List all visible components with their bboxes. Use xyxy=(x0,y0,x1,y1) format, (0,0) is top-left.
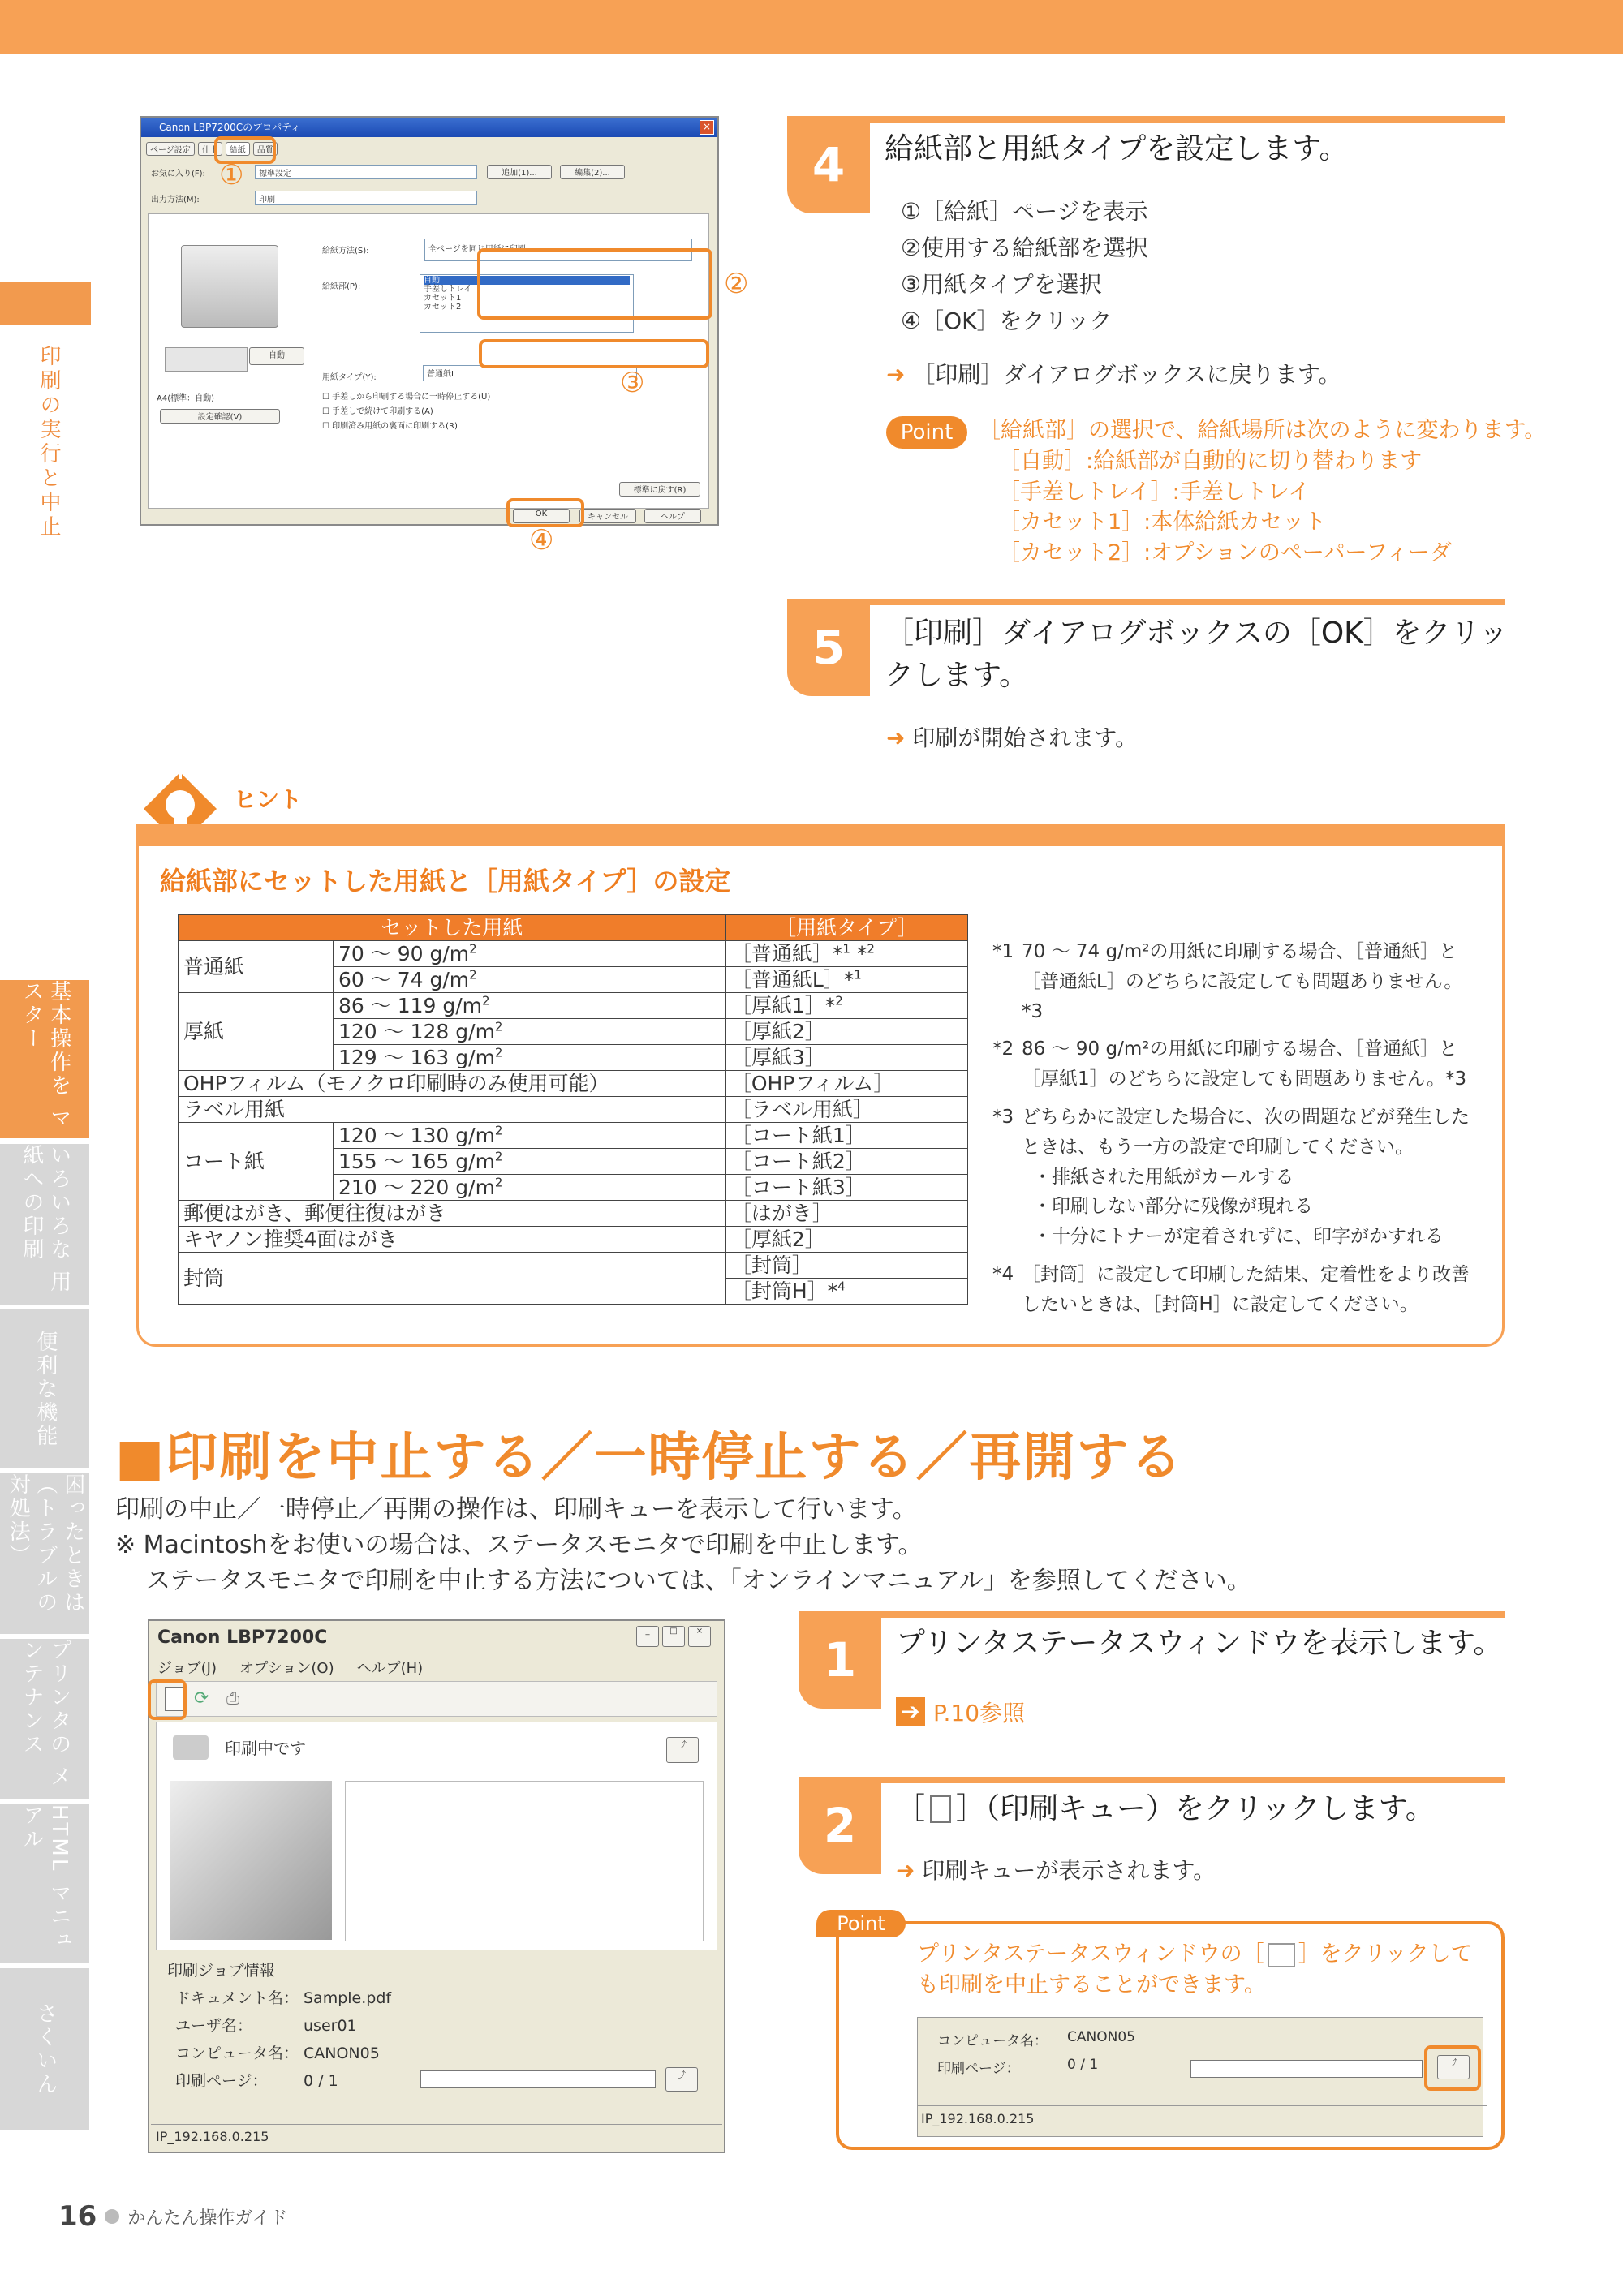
source-label: 給紙部(P): xyxy=(322,282,361,291)
step2-title: ［ ］（印刷キュー）をクリックします。 xyxy=(896,1792,1435,1825)
table-cell: ［コート紙1］ xyxy=(725,1123,967,1149)
step2-rule xyxy=(799,1777,1505,1783)
current-section-label: 印刷の実行と中止 xyxy=(37,345,61,540)
top-header-bar xyxy=(0,0,1623,54)
step4-number: 4 xyxy=(787,116,870,213)
side-tab-html-manual[interactable]: HTML マニュアル xyxy=(0,1804,89,1963)
marker-2: ② xyxy=(724,268,749,300)
printer-animation xyxy=(170,1781,332,1940)
point-line: ［カセット2］:オプションのペーパーフィーダ xyxy=(998,540,1452,566)
table-cell: 120 ～ 130 $g/m^2$ xyxy=(334,1123,726,1149)
section-intro: 印刷の中止／一時停止／再開の操作は、印刷キューを表示して行います。 xyxy=(115,1495,917,1524)
printer-image xyxy=(181,245,278,328)
menu-options[interactable]: オプション(O) xyxy=(239,1660,334,1677)
step5-number: 5 xyxy=(787,599,870,696)
highlight-queue-icon xyxy=(148,1679,187,1720)
add-button[interactable]: 追加(1)... xyxy=(487,165,552,179)
table-cell: コート紙 xyxy=(179,1123,334,1201)
table-cell: ［厚紙2］ xyxy=(725,1019,967,1045)
hint-box xyxy=(136,824,1505,1347)
step1-ref-text: P.10参照 xyxy=(933,1700,1026,1726)
page-footer xyxy=(58,2200,288,2233)
auto-button[interactable]: 自動 xyxy=(249,347,304,365)
close-icon[interactable]: × xyxy=(688,1626,711,1647)
side-tab-maintenance[interactable]: プリンタの メンテナンス xyxy=(0,1639,89,1799)
side-tab-index[interactable]: さくいん xyxy=(0,1968,89,2130)
bullet-icon xyxy=(105,2209,119,2224)
cancel-job-icon[interactable]: ⤴ xyxy=(1437,2055,1470,2079)
job-pages-row: 印刷ページ： 0 / 1 xyxy=(175,2072,338,2090)
table-cell: 普通紙 xyxy=(179,941,334,993)
status-window xyxy=(148,1619,725,2153)
mini-computer-row: コンピュータ名： CANON05 xyxy=(937,2029,1135,2049)
hint-label: ヒント xyxy=(234,786,303,813)
side-section-marker xyxy=(0,282,91,325)
table-cell: ［ラベル用紙］ xyxy=(725,1097,967,1123)
table-cell: 155 ～ 165 $g/m^2$ xyxy=(334,1149,726,1175)
section-note2: ステータスモニタで印刷を中止する方法については、「オンラインマニュアル」を参照してください。 xyxy=(146,1567,1251,1595)
printer-tool-icon[interactable]: ⎙ xyxy=(226,1688,239,1708)
page-number: 16 xyxy=(58,2200,97,2233)
point-line: ［手差しトレイ］:手差しトレイ xyxy=(998,479,1311,505)
footnote-bullet: ・排紙された用紙がカールする xyxy=(1033,1166,1294,1188)
feed-method-label: 給紙方法(S): xyxy=(322,247,369,256)
table-cell: 86 ～ 119 $g/m^2$ xyxy=(334,993,726,1019)
table-cell: ラベル用紙 xyxy=(179,1097,726,1123)
arrow-icon: ➜ xyxy=(886,361,906,388)
table-cell: ［普通紙L］*$^1$ xyxy=(725,967,967,993)
table-cell: ［厚紙1］*$^2$ xyxy=(725,993,967,1019)
step4-result xyxy=(886,357,1341,393)
step5-rule xyxy=(787,599,1505,605)
highlight-ok xyxy=(506,498,584,527)
highlight-paper-type xyxy=(479,339,709,368)
table-cell: ［封筒］ xyxy=(725,1253,967,1279)
menu-help[interactable]: ヘルプ(H) xyxy=(356,1660,424,1677)
status-panel xyxy=(156,1722,717,1950)
favorites-label: お気に入り(F): xyxy=(151,170,205,178)
feed-method-select[interactable]: 全ページを同じ用紙に印刷 xyxy=(424,239,692,261)
step1-number: 1 xyxy=(799,1611,881,1709)
footnote: *1 70 ～ 74 g/m²の用紙に印刷する場合、［普通紙］と［普通紙L］のどちらに設定しても問題ありません。*3 xyxy=(992,941,1463,1022)
maximize-icon[interactable]: □ xyxy=(662,1626,685,1647)
job-user-row: ユーザ名： user01 xyxy=(175,2017,357,2035)
arrow-icon: ➜ xyxy=(886,724,906,751)
point-line: ［カセット1］:本体給紙カセット xyxy=(998,510,1327,535)
step5-title: ［印刷］ダイアログボックスの［OK］をクリックします。 xyxy=(885,617,1509,693)
step2-number: 2 xyxy=(799,1777,881,1874)
marker-1: ① xyxy=(219,159,244,191)
step4-rule xyxy=(787,116,1505,123)
hint-top-bar xyxy=(139,827,1502,846)
highlight-source xyxy=(477,248,712,320)
source-option[interactable]: 自動 xyxy=(424,276,630,285)
source-option[interactable]: 手差しトレイ xyxy=(424,285,472,294)
marker-3: ③ xyxy=(620,367,645,399)
status-menubar xyxy=(157,1657,423,1678)
footnote: *3 どちらかに設定した場合に、次の問題などが発生したときは、もう一方の設定で印刷してください。 xyxy=(992,1106,1470,1158)
point-mini-screenshot xyxy=(917,2017,1483,2137)
section-title: ■印刷を中止する／一時停止する／再開する xyxy=(115,1428,1184,1488)
paper-type-table xyxy=(178,914,968,1305)
mini-pages-row: 印刷ページ： 0 / 1 xyxy=(937,2057,1099,2077)
highlight-cancel xyxy=(1424,2045,1481,2091)
guide-name: かんたん操作ガイド xyxy=(127,2208,288,2229)
checkbox-pause-manual[interactable]: ☐ 手差しから印刷する場合に一時停止する(U) xyxy=(322,393,491,402)
menu-job[interactable]: ジョブ(J) xyxy=(157,1660,217,1677)
step4-list xyxy=(901,193,1148,339)
step4-item: ④［OK］をクリック xyxy=(901,307,1113,334)
source-option[interactable]: カセット1 xyxy=(424,294,462,303)
job-doc-row: ドキュメント名： Sample.pdf xyxy=(175,1989,392,2007)
arrow-icon: ➜ xyxy=(896,1857,915,1884)
table-cell: ［OHPフィルム］ xyxy=(725,1071,967,1097)
step5-result xyxy=(886,720,1138,757)
step2-point-box xyxy=(836,1912,1505,2150)
printing-status: 印刷中です xyxy=(225,1739,306,1758)
step1-rule xyxy=(799,1611,1505,1618)
print-queue-icon xyxy=(930,1795,951,1823)
tab-finishing[interactable]: 仕上 xyxy=(198,142,222,156)
table-cell: 封筒 xyxy=(179,1253,726,1305)
table-header: セットした用紙 xyxy=(179,915,726,941)
side-tab-paper[interactable]: いろいろな 用紙への印刷 xyxy=(0,1144,89,1305)
job-info xyxy=(167,1957,391,2095)
point-badge: Point xyxy=(886,416,967,449)
step4-title: 給紙部と用紙タイプを設定します。 xyxy=(885,132,1349,166)
side-tab-features[interactable]: 便利な機能 xyxy=(0,1309,89,1468)
footnote: *4 ［封筒］に設定して印刷した結果、定着性をより改善したいときは、［封筒H］に設定してください。 xyxy=(992,1263,1470,1315)
checkbox-print-back[interactable]: ☐ 印刷済み用紙の裏面に印刷する(R) xyxy=(322,422,458,431)
step4-result-text: ［印刷］ダイアログボックスに戻ります。 xyxy=(912,361,1341,388)
table-header: ［用紙タイプ］ xyxy=(725,915,967,941)
step4-item: ①［給紙］ページを表示 xyxy=(901,198,1148,225)
reference-icon: ➔ xyxy=(896,1697,925,1726)
footnote-bullet: ・印刷しない部分に残像が現れる xyxy=(1033,1196,1313,1218)
dialog-title: Canon LBP7200Cのプロパティ xyxy=(159,122,301,133)
cancel-job-icon[interactable]: ⤴ xyxy=(666,1737,699,1763)
step1-ref[interactable] xyxy=(896,1696,1025,1728)
table-cell: ［厚紙2］ xyxy=(725,1227,967,1253)
table-cell: 120 ～ 128 $g/m^2$ xyxy=(334,1019,726,1045)
message-area xyxy=(345,1781,704,1941)
table-cell: キヤノン推奨4面はがき xyxy=(179,1227,726,1253)
footnotes xyxy=(992,937,1479,1320)
point-badge: Point xyxy=(816,1910,906,1937)
help-button[interactable]: ヘルプ xyxy=(644,509,701,523)
paper-type-select[interactable]: 普通紙L xyxy=(423,365,637,381)
mini-progress-bar xyxy=(1190,2060,1423,2078)
cancel-button[interactable]: キャンセル xyxy=(579,509,636,523)
checkbox-label: 手差しで続けて印刷する(A) xyxy=(332,407,433,416)
section-note1: ※ Macintoshをお使いの場合は、ステータスモニタで印刷を中止します。 xyxy=(115,1531,923,1559)
side-tab-basic[interactable]: 基本操作を マスター xyxy=(0,980,89,1138)
point-line: ［給紙部］の選択で、給紙場所は次のように変わります。 xyxy=(979,418,1547,443)
checkbox-label: 印刷済み用紙の裏面に印刷する(R) xyxy=(332,422,458,431)
step2-point-text: プリンタステータスウィンドウの［ ］をクリックしても印刷を中止することができます。 xyxy=(917,1941,1473,1997)
edit-button[interactable]: 編集(2)... xyxy=(560,165,625,179)
table-cell: OHPフィルム（モノクロ印刷時のみ使用可能） xyxy=(179,1071,726,1097)
step4-item: ②使用する給紙部を選択 xyxy=(901,234,1149,261)
table-cell: 129 ～ 163 $g/m^2$ xyxy=(334,1045,726,1071)
close-icon[interactable]: × xyxy=(700,120,714,135)
job-info-heading: 印刷ジョブ情報 xyxy=(167,1962,275,1980)
table-cell: ［普通紙］*$^1$ *$^2$ xyxy=(725,941,967,967)
table-cell: 60 ～ 74 $g/m^2$ xyxy=(334,967,726,993)
dialog-titlebar xyxy=(141,118,717,137)
table-cell: ［はがき］ xyxy=(725,1201,967,1227)
table-cell: ［コート紙3］ xyxy=(725,1175,967,1201)
table-cell: ［封筒H］*$^4$ xyxy=(725,1279,967,1305)
status-bar: IP_192.168.0.215 xyxy=(151,2124,722,2148)
cancel-job-icon xyxy=(1268,1943,1295,1967)
hint-heading: 給紙部にセットした用紙と［用紙タイプ］の設定 xyxy=(160,866,731,896)
step4-point xyxy=(979,415,1546,569)
restore-defaults-button[interactable]: 標準に戻す(R) xyxy=(619,482,700,497)
paper-orientation-icon xyxy=(165,347,248,372)
step4-item: ③用紙タイプを選択 xyxy=(901,271,1102,298)
step1-title: プリンタステータスウィンドウを表示します。 xyxy=(896,1627,1503,1660)
table-cell: 厚紙 xyxy=(179,993,334,1071)
tab-quality[interactable]: 品質 xyxy=(253,142,278,156)
tab-page-setup[interactable]: ページ設定 xyxy=(146,142,195,156)
table-cell: 210 ～ 220 $g/m^2$ xyxy=(334,1175,726,1201)
paper-type-label: 用紙タイプ(Y): xyxy=(322,373,377,382)
cancel-job-icon[interactable]: ⤴ xyxy=(665,2067,698,2092)
marker-4: ④ xyxy=(529,524,554,557)
checkbox-continuous-manual[interactable]: ☐ 手差しで続けて印刷する(A) xyxy=(322,407,433,416)
mini-status-bar: IP_192.168.0.215 xyxy=(918,2105,1487,2131)
footnote-bullet: ・十分にトナーが定着されずに、印字がかすれる xyxy=(1033,1226,1444,1248)
table-cell: 郵便はがき、郵便往復はがき xyxy=(179,1201,726,1227)
table-cell: ［厚紙3］ xyxy=(725,1045,967,1071)
progress-bar xyxy=(420,2070,656,2088)
favorites-select[interactable]: 標準設定 xyxy=(255,165,477,179)
checkbox-label: 手差しから印刷する場合に一時停止する(U) xyxy=(332,393,491,402)
table-cell: ［コート紙2］ xyxy=(725,1149,967,1175)
ok-button[interactable]: OK xyxy=(513,509,570,523)
printer-icon xyxy=(173,1735,209,1760)
side-tab-troubleshoot[interactable]: 困ったときは （トラブルの対処法） xyxy=(0,1473,89,1634)
step5-result-text: 印刷が開始されます。 xyxy=(912,724,1139,751)
refresh-icon[interactable]: ⟳ xyxy=(194,1688,209,1709)
step2-result xyxy=(896,1853,1216,1890)
status-title: Canon LBP7200C xyxy=(157,1627,328,1648)
point-line: ［自動］:給紙部が自動的に切り替わります xyxy=(998,448,1423,474)
status-titlebar xyxy=(149,1621,724,1653)
source-option[interactable]: カセット2 xyxy=(424,303,462,312)
footnote: *2 86 ～ 90 g/m²の用紙に印刷する場合、［普通紙］と［厚紙1］のどちらに設定しても問題ありません。*3 xyxy=(992,1038,1467,1090)
job-computer-row: コンピュータ名： CANON05 xyxy=(175,2044,380,2062)
confirm-settings-button[interactable]: 設定確認(V) xyxy=(160,409,280,424)
output-select[interactable]: 印刷 xyxy=(255,191,477,205)
table-cell: 70 ～ 90 $g/m^2$ xyxy=(334,941,726,967)
minimize-icon[interactable]: _ xyxy=(636,1626,659,1647)
paper-info: A4(標準：自動) xyxy=(157,394,215,403)
step2-result-text: 印刷キューが表示されます。 xyxy=(922,1857,1216,1884)
status-toolbar xyxy=(156,1681,717,1717)
output-label: 出力方法(M): xyxy=(151,196,200,204)
tab-paper-source[interactable]: 給紙 xyxy=(226,142,250,156)
